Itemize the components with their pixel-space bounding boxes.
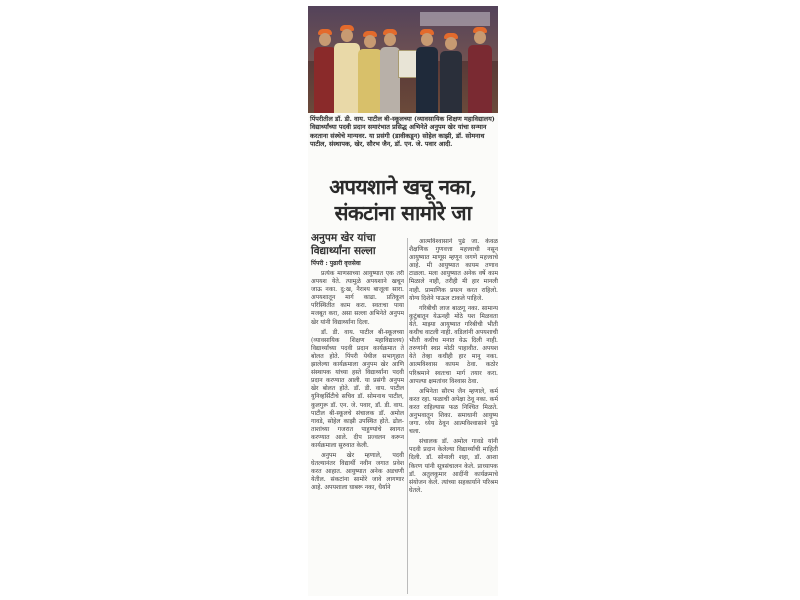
subheadline: अनुपम खेर यांचा विद्यार्थ्यांना सल्ला xyxy=(311,232,376,257)
headline-line-1: अपयशाने खचू नका, xyxy=(329,175,477,199)
photo-person-6 xyxy=(440,33,462,113)
event-photo xyxy=(308,6,498,113)
photo-person-5 xyxy=(416,29,438,113)
article-paragraph: गरिबीची लाज बाळगू नका. सामान्य कुटुंबातून येऊनही मोठे यश मिळवता येते. माझ्या आयुष्यात गरिबीची भीती कधीच वाटली नाही. वडिलांनी अपयशाची भीती कधीच मनात येऊ दिली नाही. तरुणांनी स्वप्न मोठी पाहावीत. अपयश येते तेव्हा कधीही हार मानू नका. आत्मविश्वास कायम ठेवा. कठोर परिश्रमाने स्वतःचा मार्ग तयार करा. आपल्या क्षमतांवर विश्वास ठेवा. xyxy=(409,304,498,385)
article-paragraph: आत्मविश्वासाने पुढे जा. केवळ शैक्षणिक गुणवत्ता महत्त्वाची नसून आयुष्यात माणूस म्हणून जगणे महत्त्वाचे आहे. मी आयुष्यात कायम तणाव टाळला. मला आयुष्यात अनेक वर्षे काम मिळाले नाही, तरीही मी हार मानली नाही. प्रामाणिक प्रयत्न करत राहिलो. योग्य दिशेने पाऊल टाकले पाहिजे. xyxy=(409,238,498,302)
photo-person-1 xyxy=(314,29,336,113)
headline xyxy=(308,174,498,226)
photo-person-7 xyxy=(468,27,492,113)
article-paragraph: डॉ. डी. वाय. पाटील बी-स्कूलच्या (व्यावसायिक शिक्षण महाविद्यालय) विद्यार्थ्यांच्या पदवी प्रदान कार्यक्रमात ते बोलत होते. पिंपरी येथील सभागृहात झालेल्या कार्यक्रमाला अनुपम खेर आणि संस्थापक यांच्या हस्ते विद्यार्थ्यांना पदवी प्रदान करण्यात आली. या प्रसंगी अनुपम खेर बोलत होते. डॉ. डी. वाय. पाटील युनिव्हर्सिटीचे सचिव डॉ. सोमनाथ पाटील, कुलगुरू डॉ. एन. जे. पवार, डॉ. डी. वाय. पाटील बी-स्कूलचे संचालक डॉ. अमोल गावडे, सोहेल काझी उपस्थित होते. ढोल-ताशांच्या गजरात पाहुण्यांचे स्वागत करण्यात आले. दीप प्रज्वलन करून कार्यक्रमाला सुरुवात केली. xyxy=(311,328,404,449)
column-divider xyxy=(407,238,408,594)
article-column-left xyxy=(311,270,404,596)
photo-caption: पिंपरीतील डॉ. डी. वाय. पाटील बी-स्कूलच्या (व्यावसायिक शिक्षण महाविद्यालय) विद्यार्थ्यांच्या पदवी प्रदान समारंभात प्रसिद्ध अभिनेते अनुपम खेर यांचा सन्मान करताना संस्थेचे मान्यवर. या प्रसंगी (डावीकडून) सोहेल काझी, डॉ. सोमनाथ पाटील, संस्थापक, खेर, सौरभ जैन, डॉ. एन. जे. पवार आदी. xyxy=(310,115,495,148)
stage-banner xyxy=(420,12,490,26)
article-paragraph: प्रत्येक माणसाच्या आयुष्यात एक तरी अपयश येते. त्यामुळे अपयशाने खचून जाऊ नका. दु:ख, नैराश्य बाजूला सारा. अपयशातून मार्ग काढा. प्रतिकूल परिस्थितीत काम करा. स्वतःचा पाया मजबूत करा, असा सल्ला अभिनेते अनुपम खेर यांनी विद्यार्थ्यांना दिला. xyxy=(311,270,404,326)
article-column-right xyxy=(409,238,498,596)
headline-line-2: संकटांना सामोरे जा xyxy=(334,201,472,225)
photo-person-4 xyxy=(380,29,400,113)
article-paragraph: अभिनेता सौरभ जैन म्हणाले, कर्म करत रहा. फळाची अपेक्षा ठेवू नका. कर्म करत राहिल्यास फळ निश्चित मिळते. अनुभवातून शिका. समाधानी आयुष्य जगा. ध्येय ठेवून आत्मविश्वासाने पुढे चला. xyxy=(409,387,498,436)
photo-person-3 xyxy=(358,31,382,113)
article-paragraph: अनुपम खेर म्हणाले, पदवी घेतल्यानंतर विद्यार्थी नवीन जगात प्रवेश करत आहात. आयुष्यात अनेक अडचणी येतील. संकटांना सामोरे जावे लागणार आहे. अपयशाला घाबरू नका, धैर्याने xyxy=(311,452,404,492)
newspaper-clipping xyxy=(308,6,498,596)
byline: पिंपरी : पुढारी वृत्तसेवा xyxy=(311,260,361,267)
photo-person-2 xyxy=(334,25,360,113)
article-paragraph: संचालक डॉ. अमोल गावडे यांनी पदवी प्रदान केलेल्या विद्यार्थ्यांची माहिती दिली. डॉ. सोनाली शहा, डॉ. आशा किरण यांनी सूत्रसंचालन केले. प्राध्यापक डॉ. अतुलकुमार आदींनी कार्यक्रमाचे संयोजन केले. त्यांच्या सहकार्याने परिश्रम घेतले. xyxy=(409,438,498,494)
